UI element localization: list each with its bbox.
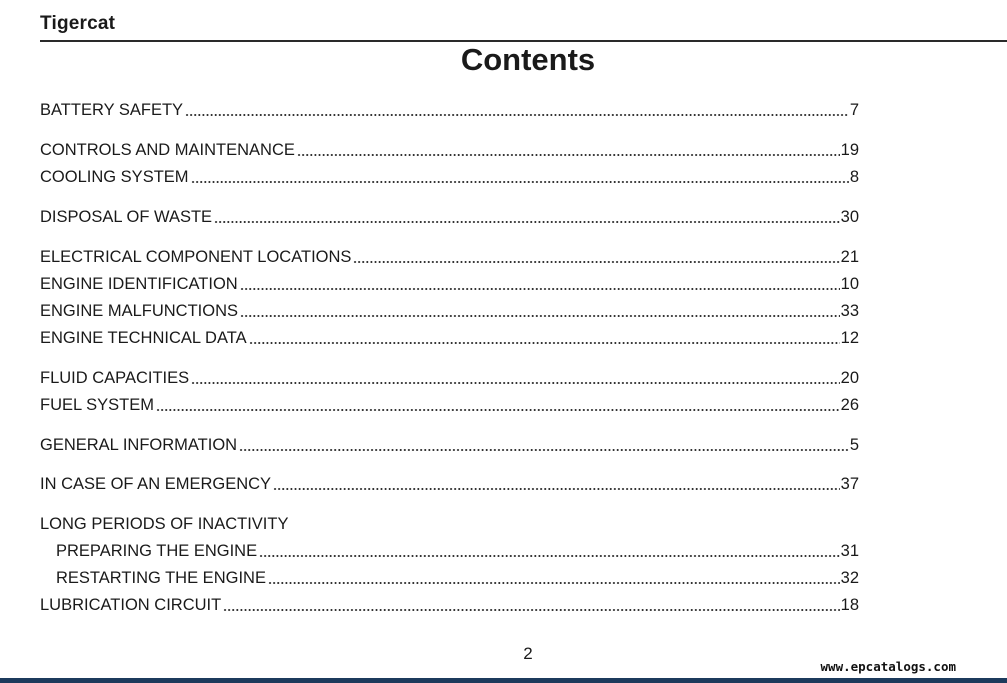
toc-entry-general-information[interactable] <box>40 434 859 456</box>
toc-label: BATTERY SAFETY <box>40 101 184 119</box>
dot-leader <box>240 288 840 290</box>
toc-entry-engine-technical-data[interactable] <box>40 327 859 349</box>
toc-page-number: 26 <box>840 396 859 414</box>
toc-entry-preparing-the-engine[interactable] <box>56 540 859 562</box>
toc-page-number: 5 <box>849 436 859 454</box>
toc-page-number: 8 <box>849 168 859 186</box>
dot-leader <box>273 488 840 490</box>
toc-entry-engine-malfunctions[interactable] <box>40 300 859 322</box>
dot-leader <box>353 261 839 263</box>
toc-entry-cooling-system[interactable] <box>40 166 859 188</box>
dot-leader <box>268 582 840 584</box>
toc-page-number: 19 <box>840 141 859 159</box>
toc-page-number: 37 <box>840 475 859 493</box>
toc-label: ENGINE IDENTIFICATION <box>40 275 238 293</box>
toc-entry-lubrication-circuit[interactable] <box>40 594 859 616</box>
brand-name: Tigercat <box>40 13 116 34</box>
toc-page-number: 33 <box>840 302 859 320</box>
toc-label: FUEL SYSTEM <box>40 396 154 414</box>
toc-label: COOLING SYSTEM <box>40 168 189 186</box>
dot-leader <box>239 449 849 451</box>
dot-leader <box>191 382 840 384</box>
dot-leader <box>214 221 840 223</box>
toc-entry-electrical-component-locations[interactable] <box>40 246 859 268</box>
dot-leader <box>249 342 840 344</box>
toc-entry-battery-safety[interactable] <box>40 99 859 121</box>
toc-label: RESTARTING THE ENGINE <box>56 569 266 587</box>
watermark-url[interactable]: www.epcatalogs.com <box>820 659 956 674</box>
toc-label: FLUID CAPACITIES <box>40 369 190 387</box>
toc-page-number: 12 <box>840 329 859 347</box>
toc-label: ENGINE TECHNICAL DATA <box>40 329 247 347</box>
toc-entry-fuel-system[interactable] <box>40 394 859 416</box>
dot-leader <box>259 555 840 557</box>
toc-page-number: 7 <box>849 101 859 119</box>
page-number: 2 <box>523 644 533 663</box>
footer-bar <box>0 678 1007 683</box>
dot-leader <box>191 181 849 183</box>
toc-label: GENERAL INFORMATION <box>40 436 238 454</box>
toc-entry-in-case-of-an-emergency[interactable] <box>40 473 859 495</box>
toc-page-number: 10 <box>840 275 859 293</box>
dot-leader <box>240 315 840 317</box>
toc-entry-disposal-of-waste[interactable] <box>40 206 859 228</box>
dot-leader <box>185 114 849 116</box>
dot-leader <box>156 409 840 411</box>
toc-label: PREPARING THE ENGINE <box>56 542 258 560</box>
toc-label: ENGINE MALFUNCTIONS <box>40 302 239 320</box>
toc-page-number: 32 <box>840 569 859 587</box>
toc-page-number: 20 <box>840 369 859 387</box>
page-title: Contents <box>460 42 596 77</box>
toc-page-number: 21 <box>840 248 859 266</box>
toc-label: CONTROLS AND MAINTENANCE <box>40 141 295 159</box>
dot-leader <box>223 609 839 611</box>
toc-entry-long-periods-of-inactivity[interactable] <box>40 513 859 535</box>
toc-entry-engine-identification[interactable] <box>40 273 859 295</box>
toc-entry-fluid-capacities[interactable] <box>40 367 859 389</box>
toc-page-number: 18 <box>840 596 859 614</box>
toc-entry-restarting-the-engine[interactable] <box>56 567 859 589</box>
toc-page-number: 31 <box>840 542 859 560</box>
dot-leader <box>297 154 840 156</box>
toc-label: DISPOSAL OF WASTE <box>40 208 213 226</box>
toc-label: ELECTRICAL COMPONENT LOCATIONS <box>40 248 352 266</box>
toc-page-number: 30 <box>840 208 859 226</box>
toc-label: LUBRICATION CIRCUIT <box>40 596 222 614</box>
toc-label: IN CASE OF AN EMERGENCY <box>40 475 272 493</box>
toc-entry-controls-and-maintenance[interactable] <box>40 139 859 161</box>
toc-label: LONG PERIODS OF INACTIVITY <box>40 515 289 533</box>
